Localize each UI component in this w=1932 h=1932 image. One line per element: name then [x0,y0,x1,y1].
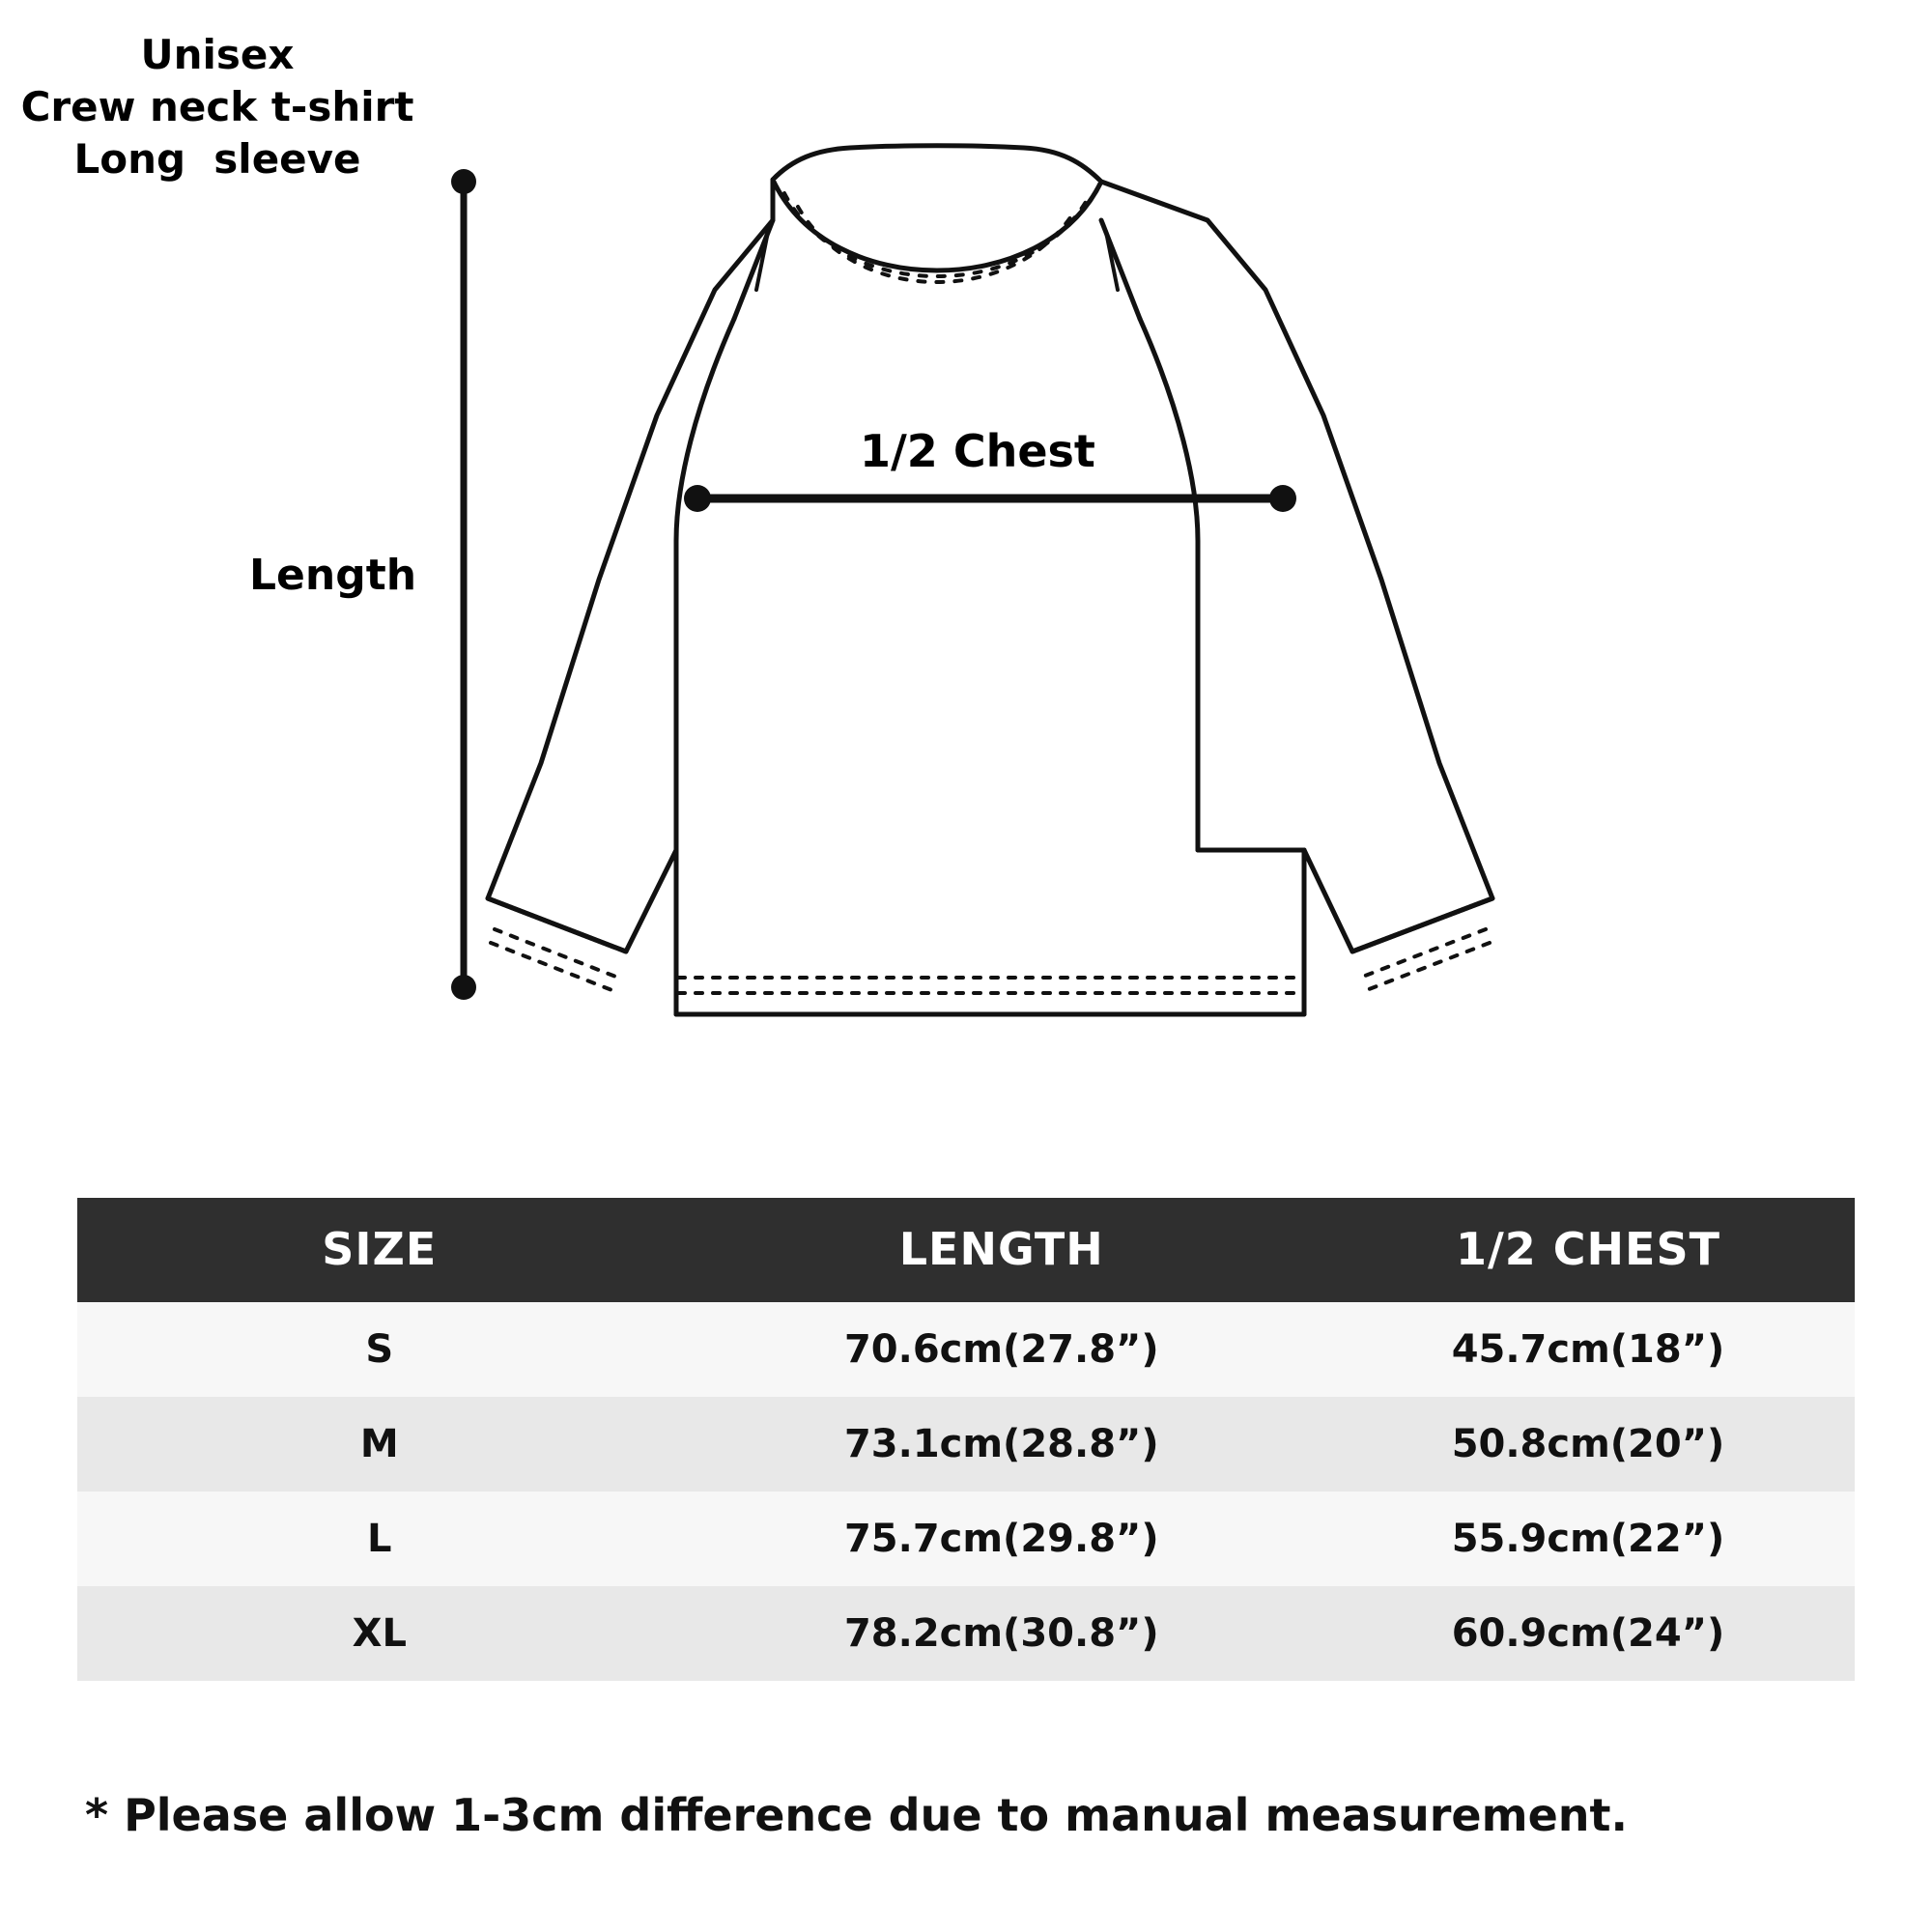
header-chest: 1/2 CHEST [1321,1198,1855,1302]
header-size: SIZE [77,1198,682,1302]
title-line-1: Unisex [140,31,295,78]
cell-chest: 45.7cm(18”) [1321,1302,1855,1397]
cell-length: 78.2cm(30.8”) [682,1586,1321,1681]
title-line-3: Long sleeve [73,134,361,183]
title-line-2: Crew neck t-shirt [20,82,414,130]
header-length: LENGTH [682,1198,1321,1302]
cell-size: S [77,1302,682,1397]
cell-chest: 55.9cm(22”) [1321,1492,1855,1586]
cell-length: 73.1cm(28.8”) [682,1397,1321,1492]
cell-length: 70.6cm(27.8”) [682,1302,1321,1397]
table-row [77,1586,1855,1681]
cell-chest: 60.9cm(24”) [1321,1586,1855,1681]
length-measure-label: Length [249,551,417,600]
measurement-disclaimer: * Please allow 1-3cm difference due to manual measurement. [85,1789,1628,1841]
table-header-row [77,1198,1855,1302]
table-row [77,1397,1855,1492]
cell-size: L [77,1492,682,1586]
cell-size: M [77,1397,682,1492]
table-row [77,1302,1855,1397]
size-table [77,1198,1855,1681]
cell-size: XL [77,1586,682,1681]
table-row [77,1492,1855,1586]
cell-chest: 50.8cm(20”) [1321,1397,1855,1492]
cell-length: 75.7cm(29.8”) [682,1492,1321,1586]
chest-measure-label: 1/2 Chest [860,425,1095,477]
length-measure-line [451,169,476,1000]
